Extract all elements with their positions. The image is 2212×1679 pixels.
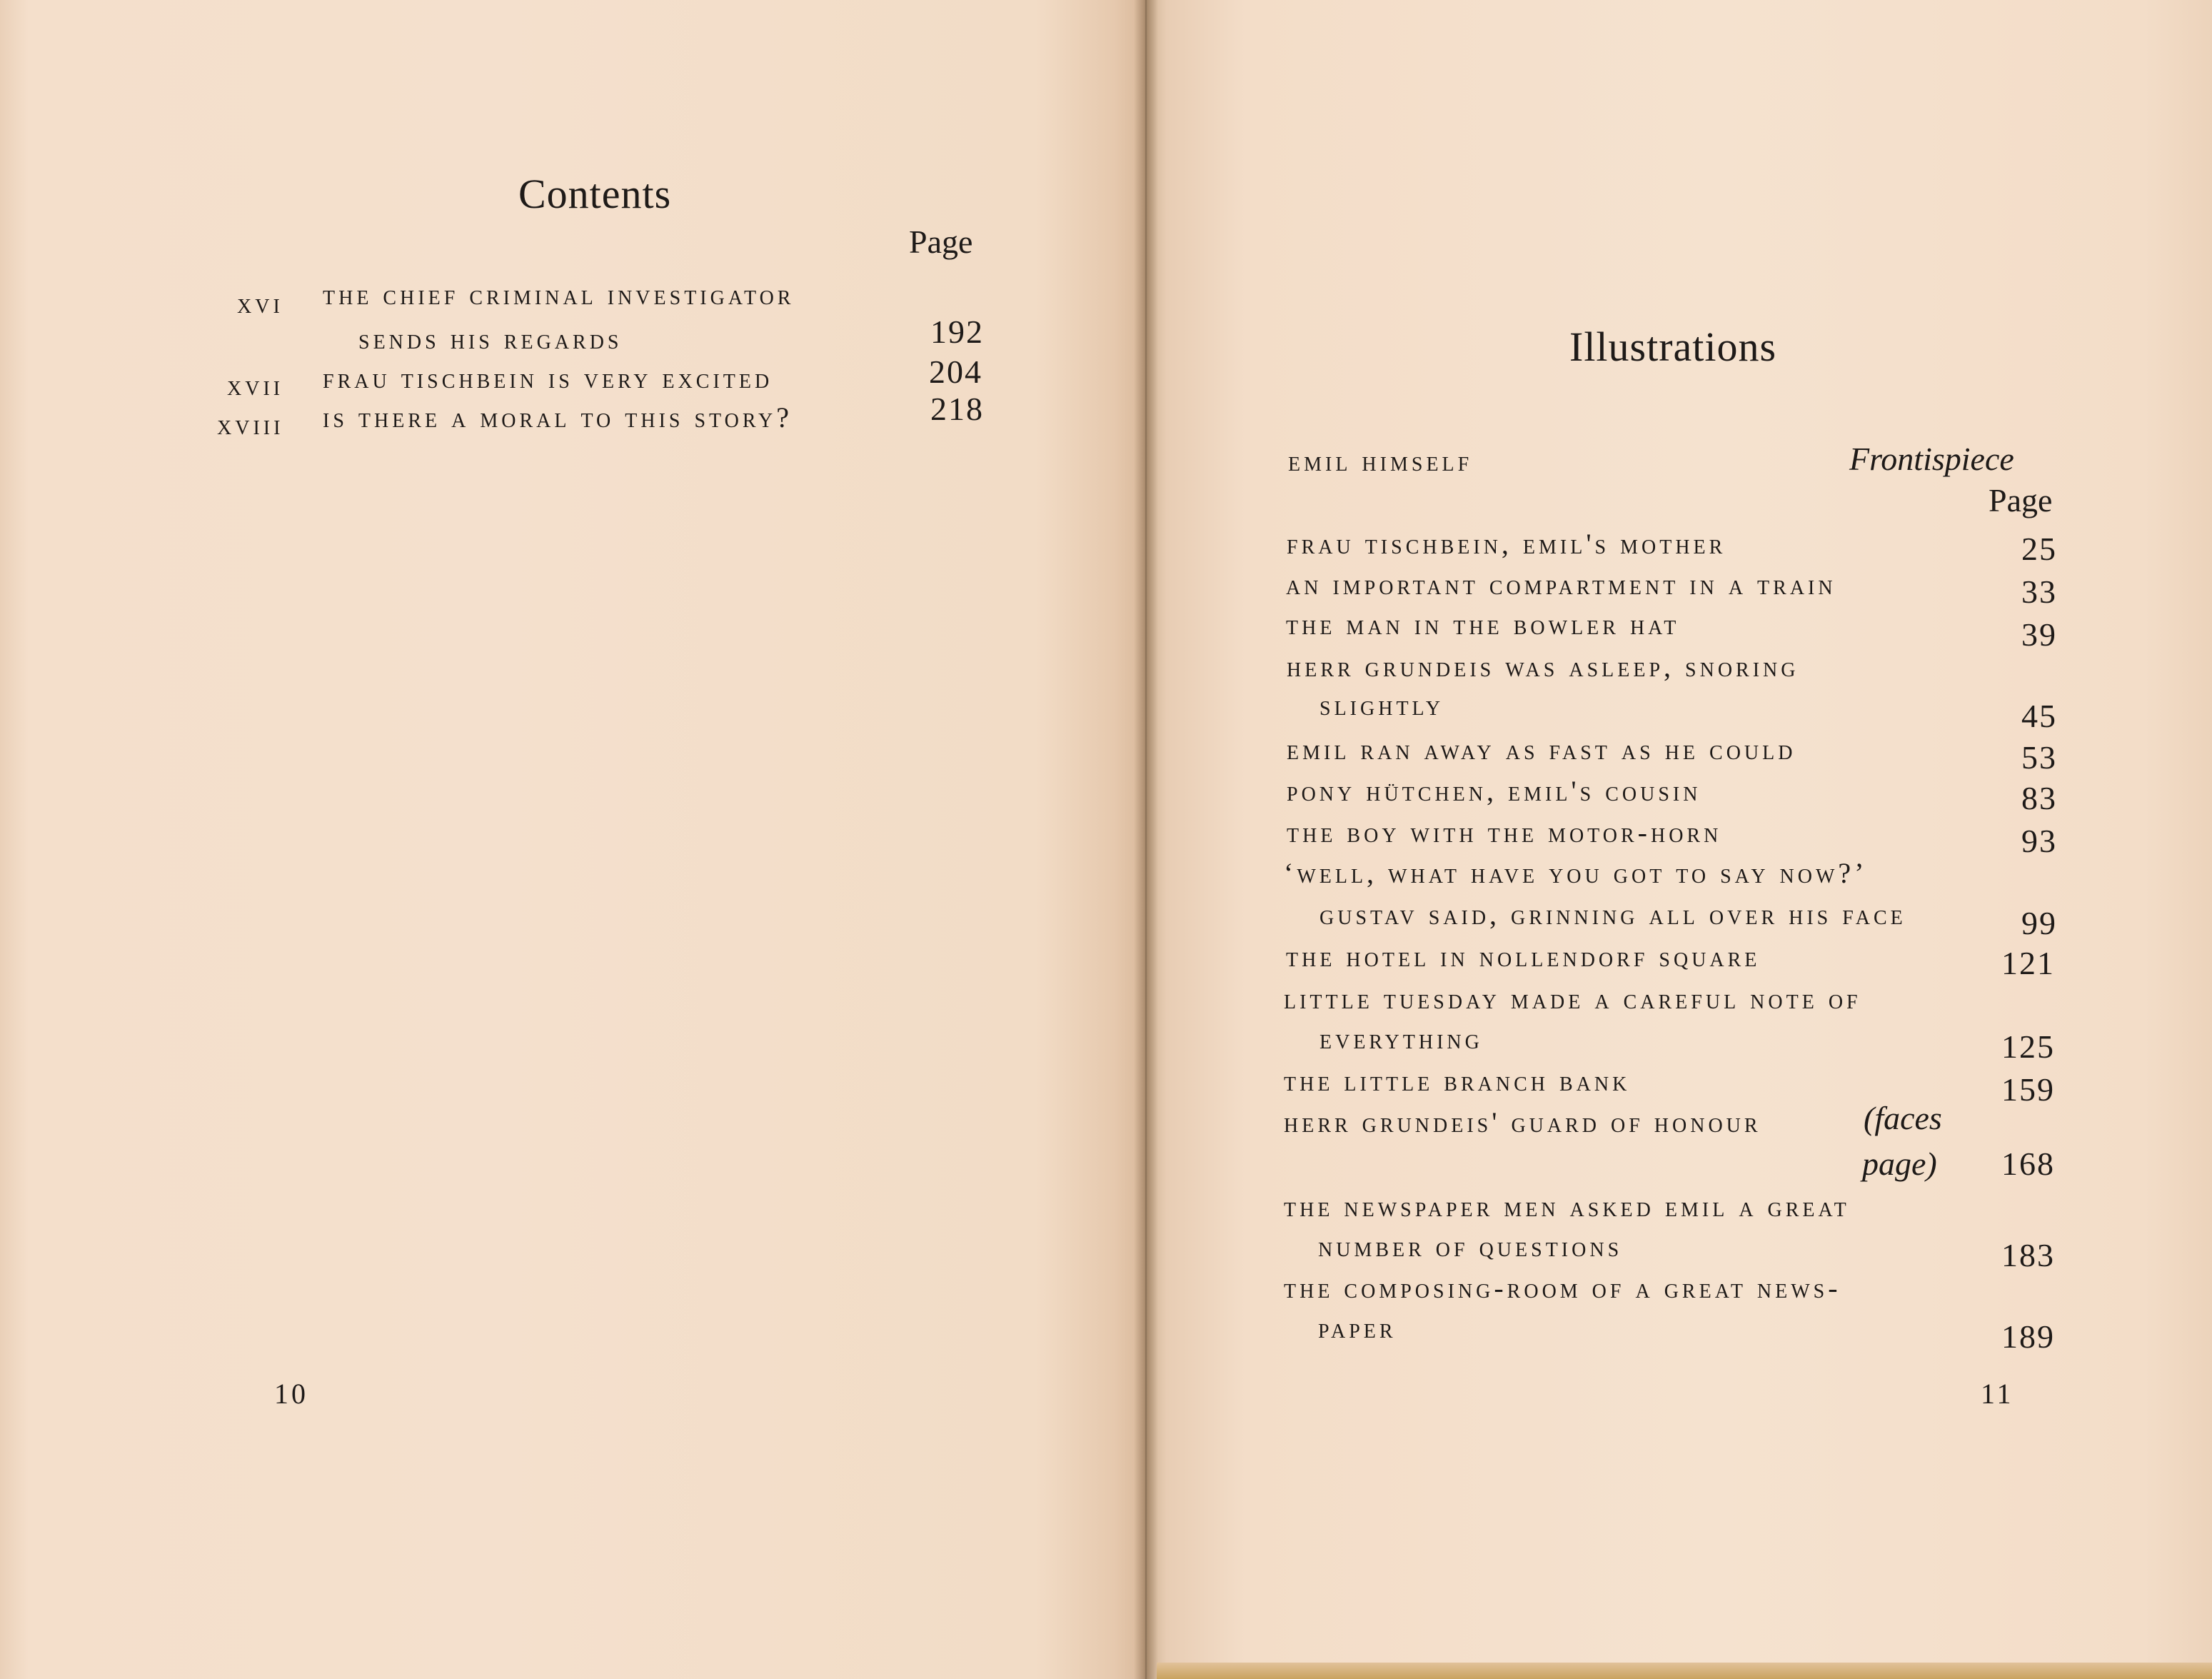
illustration-title: the composing-room of a great news- xyxy=(1284,1272,1841,1304)
chapter-title: the chief criminal investigator xyxy=(323,279,795,311)
folio-number: 10 xyxy=(274,1378,308,1410)
illustration-title: the little branch bank xyxy=(1284,1065,1631,1097)
illustration-page-number: 159 xyxy=(2001,1071,2055,1108)
frontispiece-label: Frontispiece xyxy=(1849,441,2014,477)
illustration-title-continuation: paper xyxy=(1318,1312,1397,1344)
chapter-page-number: 192 xyxy=(930,314,984,350)
illustration-page-number: 168 xyxy=(2001,1146,2055,1182)
chapter-title: frau tischbein is very excited xyxy=(323,362,773,394)
illustration-page-number: 99 xyxy=(2021,905,2057,941)
illustration-title: frau tischbein, emil's mother xyxy=(1287,528,1726,560)
illustration-title: little tuesday made a careful note of xyxy=(1284,983,1861,1015)
illustration-page-number: 45 xyxy=(2021,698,2057,734)
illustration-title: the boy with the motor-horn xyxy=(1287,816,1722,848)
illustration-title: the newspaper men asked emil a great xyxy=(1284,1191,1850,1223)
illustrations-heading: Illustrations xyxy=(1569,324,1777,370)
book-gutter xyxy=(1134,0,1158,1679)
illustration-page-number: 39 xyxy=(2021,616,2057,653)
chapter-title-continuation: sends his regards xyxy=(358,323,623,355)
contents-heading: Contents xyxy=(518,171,672,217)
illustration-page-number: 25 xyxy=(2021,531,2057,567)
illustration-title: pony hütchen, emil's cousin xyxy=(1287,775,1701,807)
illustration-page-number: 125 xyxy=(2001,1028,2055,1065)
illustration-page-number: 183 xyxy=(2001,1237,2055,1273)
illustration-title: the man in the bowler hat xyxy=(1286,608,1680,641)
illustration-title-continuation: slightly xyxy=(1319,689,1444,721)
illustration-page-number: 83 xyxy=(2021,780,2057,816)
chapter-page-number: 204 xyxy=(929,354,982,390)
illustration-title: emil ran away as fast as he could xyxy=(1287,733,1796,766)
illustration-title-continuation: everything xyxy=(1319,1023,1483,1055)
illustration-title: an important compartment in a train xyxy=(1286,568,1836,601)
illustration-page-number: 93 xyxy=(2021,823,2057,859)
illustration-page-number: 121 xyxy=(2001,945,2055,981)
illustration-title: the hotel in nollendorf square xyxy=(1286,941,1761,973)
chapter-numeral: xviii xyxy=(217,409,284,441)
illustration-title: emil himself xyxy=(1288,445,1473,477)
page-bottom-edge xyxy=(1157,1663,2212,1679)
illustration-title: herr grundeis' guard of honour xyxy=(1284,1106,1761,1138)
chapter-title: is there a moral to this story? xyxy=(323,401,793,433)
illustration-title: ‘well, what have you got to say now?’ xyxy=(1284,857,1868,889)
illustration-page-number: 189 xyxy=(2001,1318,2055,1355)
page-column-label: Page xyxy=(909,224,973,260)
illustration-note: (faces xyxy=(1864,1100,1942,1136)
illustration-note-continuation: page) xyxy=(1862,1146,1937,1182)
illustration-page-number: 33 xyxy=(2021,573,2057,610)
illustration-title: herr grundeis was asleep, snoring xyxy=(1287,651,1799,683)
illustration-title-continuation: gustav said, grinning all over his face xyxy=(1319,898,1906,931)
chapter-numeral: xvii xyxy=(227,369,284,401)
page-column-label: Page xyxy=(1989,482,2053,518)
right-page xyxy=(1145,0,2212,1679)
folio-number: 11 xyxy=(1981,1378,2014,1410)
illustration-page-number: 53 xyxy=(2021,739,2057,776)
chapter-numeral: xvi xyxy=(237,287,283,319)
chapter-page-number: 218 xyxy=(930,391,984,427)
illustration-title-continuation: number of questions xyxy=(1318,1231,1623,1263)
